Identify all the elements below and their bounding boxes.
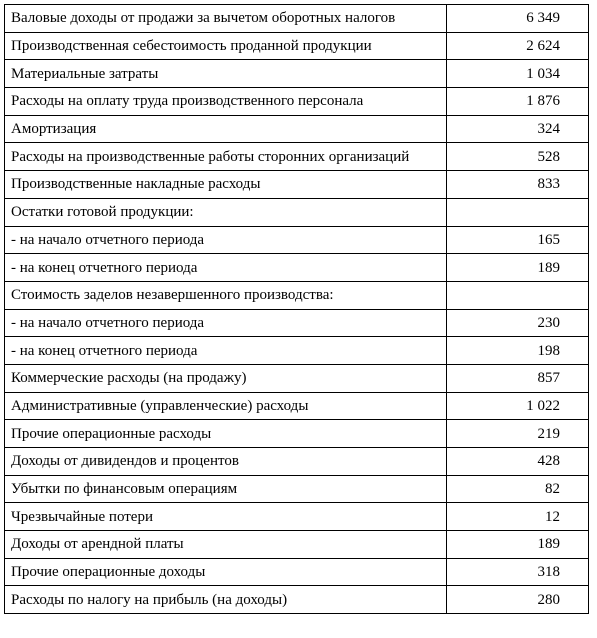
row-value: 833 <box>447 171 589 199</box>
table-row <box>5 558 589 586</box>
row-value: 1 876 <box>447 88 589 116</box>
row-value <box>447 281 589 309</box>
row-label: - на конец отчетного периода <box>5 254 447 282</box>
table-row <box>5 171 589 199</box>
row-value <box>447 198 589 226</box>
row-value: 189 <box>447 531 589 559</box>
row-label: Доходы от арендной платы <box>5 531 447 559</box>
table-row <box>5 531 589 559</box>
table-row <box>5 88 589 116</box>
table-row <box>5 143 589 171</box>
row-label: Амортизация <box>5 115 447 143</box>
row-label: - на начало отчетного периода <box>5 309 447 337</box>
row-value: 189 <box>447 254 589 282</box>
row-label: Стоимость заделов незавершенного производства: <box>5 281 447 309</box>
row-label: Расходы на оплату труда производственного персонала <box>5 88 447 116</box>
row-value: 1 034 <box>447 60 589 88</box>
row-value: 198 <box>447 337 589 365</box>
table-row <box>5 586 589 614</box>
row-label: Административные (управленческие) расходы <box>5 392 447 420</box>
row-label: Доходы от дивидендов и процентов <box>5 448 447 476</box>
row-value: 165 <box>447 226 589 254</box>
table-row <box>5 475 589 503</box>
row-label: Расходы по налогу на прибыль (на доходы) <box>5 586 447 614</box>
table-row <box>5 448 589 476</box>
table-row <box>5 337 589 365</box>
row-value: 2 624 <box>447 32 589 60</box>
row-label: - на начало отчетного периода <box>5 226 447 254</box>
row-value: 428 <box>447 448 589 476</box>
row-label: Производственная себестоимость проданной продукции <box>5 32 447 60</box>
financial-data-table <box>4 4 589 614</box>
row-label: Производственные накладные расходы <box>5 171 447 199</box>
financial-data-sheet <box>4 4 589 614</box>
row-label: - на конец отчетного периода <box>5 337 447 365</box>
row-value: 528 <box>447 143 589 171</box>
table-row <box>5 226 589 254</box>
row-label: Остатки готовой продукции: <box>5 198 447 226</box>
table-row <box>5 364 589 392</box>
table-body <box>5 5 589 614</box>
row-label: Материальные затраты <box>5 60 447 88</box>
row-value: 324 <box>447 115 589 143</box>
row-value: 1 022 <box>447 392 589 420</box>
row-label: Расходы на производственные работы сторонних организаций <box>5 143 447 171</box>
row-value: 318 <box>447 558 589 586</box>
table-row <box>5 115 589 143</box>
row-value: 219 <box>447 420 589 448</box>
row-value: 82 <box>447 475 589 503</box>
table-row <box>5 309 589 337</box>
row-value: 12 <box>447 503 589 531</box>
table-row <box>5 254 589 282</box>
table-row <box>5 392 589 420</box>
table-row <box>5 5 589 33</box>
table-row <box>5 503 589 531</box>
row-value: 6 349 <box>447 5 589 33</box>
table-row <box>5 32 589 60</box>
row-label: Прочие операционные доходы <box>5 558 447 586</box>
table-row <box>5 420 589 448</box>
row-label: Убытки по финансовым операциям <box>5 475 447 503</box>
row-label: Чрезвычайные потери <box>5 503 447 531</box>
row-value: 280 <box>447 586 589 614</box>
row-value: 857 <box>447 364 589 392</box>
row-label: Коммерческие расходы (на продажу) <box>5 364 447 392</box>
row-value: 230 <box>447 309 589 337</box>
table-row-section-header <box>5 198 589 226</box>
row-label: Прочие операционные расходы <box>5 420 447 448</box>
row-label: Валовые доходы от продажи за вычетом оборотных налогов <box>5 5 447 33</box>
table-row <box>5 60 589 88</box>
table-row-section-header <box>5 281 589 309</box>
